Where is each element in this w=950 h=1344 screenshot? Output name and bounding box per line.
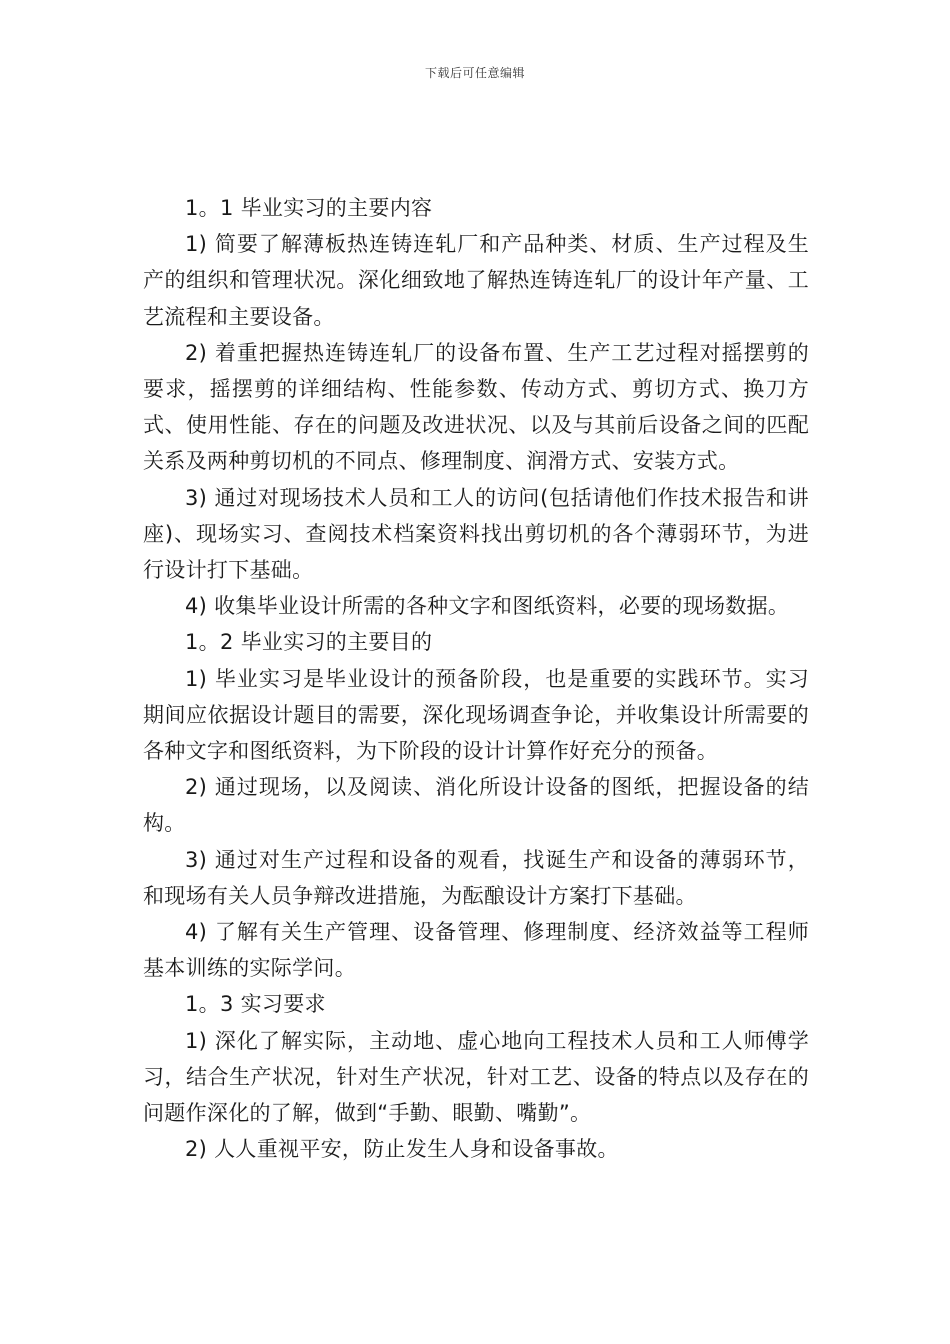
section-heading-1-3: 1。3 实习要求 [185,992,326,1017]
section-heading-1-1: 1。1 毕业实习的主要内容 [185,196,433,220]
paragraph: 4) 了解有关生产管理、设备管理、修理制度、经济效益等工程师基本训练的实际学问。 [143,920,809,981]
header-note: 下载后可任意编辑 [424,66,525,80]
section-heading-1-2: 1。2 毕业实习的主要目的 [185,630,433,655]
paragraph: 3) 通过对生产过程和设备的观看，找诞生产和设备的薄弱环节，和现场有关人员争辩改进措施，为酝酿设计方案打下基础。 [143,847,809,908]
paragraph: 2) 着重把握热连铸连轧厂的设备布置、生产工艺过程对摇摆剪的要求，摇摆剪的详细结构、性能参数、传动方式、剪切方式、换刀方式、使用性能、存在的问题及改进状况、以及与其前后设备之间的匹配关系及两种剪切机的不同点、修理制度、润滑方式、安装方式。 [143,340,809,474]
paragraph: 1) 深化了解实际，主动地、虚心地向工程技术人员和工人师傅学习，结合生产状况，针对生产状况，针对工艺、设备的特点以及存在的问题作深化的了解，做到“手勤、眼勤、嘴勤”。 [143,1028,809,1126]
paragraph: 4) 收集毕业设计所需的各种文字和图纸资料，必要的现场数据。 [185,594,790,619]
paragraph: 2) 人人重视平安，防止发生人身和设备事故。 [185,1137,619,1162]
paragraph: 1) 毕业实习是毕业设计的预备阶段，也是重要的实践环节。实习期间应依据设计题目的需要，深化现场调查争论，并收集设计所需要的各种文字和图纸资料，为下阶段的设计计算作好充分的预备。 [143,666,809,764]
paragraph: 3) 通过对现场技术人员和工人的访问(包括请他们作技术报告和讲座)、现场实习、查阅技术档案资料找出剪切机的各个薄弱环节，为进行设计打下基础。 [143,485,809,583]
document-body [143,190,809,1167]
paragraph: 2) 通过现场，以及阅读、消化所设计设备的图纸，把握设备的结构。 [143,775,809,836]
paragraph: 1) 简要了解薄板热连铸连轧厂和产品种类、材质、生产过程及生产的组织和管理状况。深化细致地了解热连铸连轧厂的设计年产量、工艺流程和主要设备。 [143,232,809,329]
